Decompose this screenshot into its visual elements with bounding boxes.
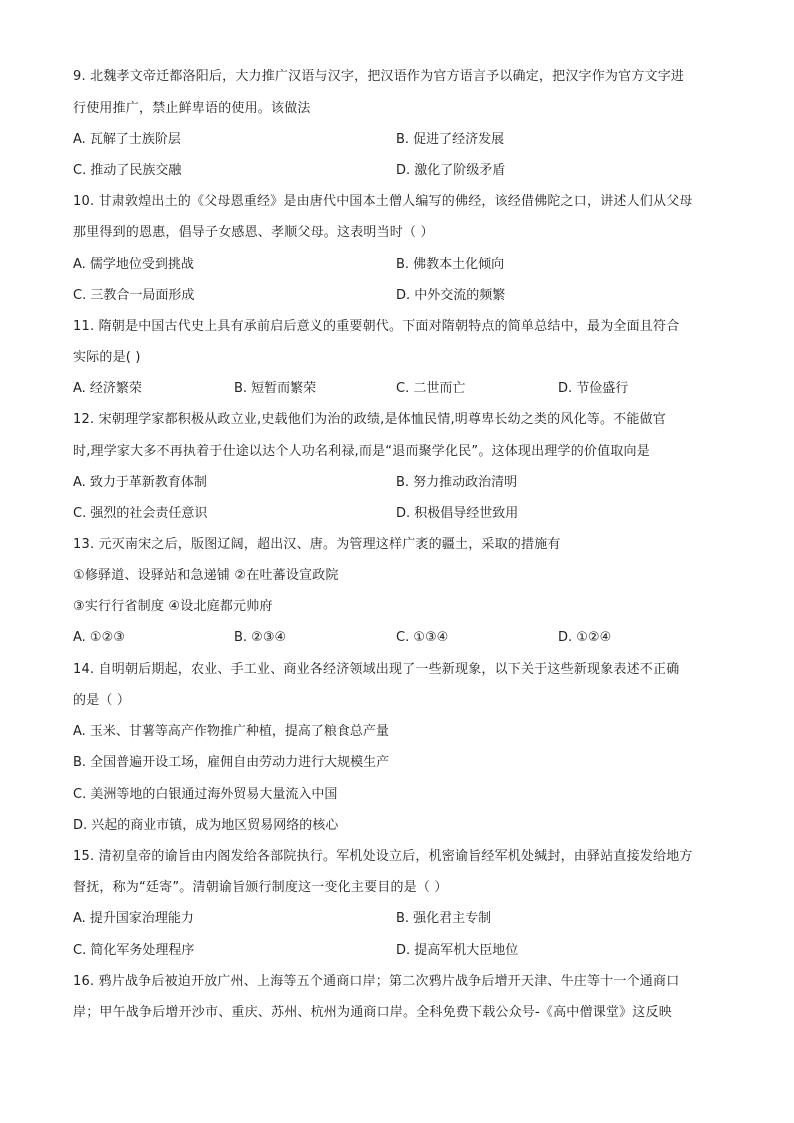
q15-option-a[interactable]: A. 提升国家治理能力 [73,911,194,926]
q15-option-d[interactable]: D. 提高军机大臣地位 [396,943,519,958]
q12-stem-line-1: 12. 宋朝理学家都积极从政立业,史载他们为治的政绩,是体恤民情,明尊卑长幼之类的风化等。不能做官 [73,412,667,427]
q12-stem-line-2: 时,理学家大多不再执着于仕途以达个人功名利禄,而是“退而聚学化民”。这体现出理学的价值取向是 [73,444,650,459]
q12-option-b[interactable]: B. 努力推动政治清明 [396,475,518,490]
q9-stem-line-2: 行使用推广，禁止鲜卑语的使用。该做法 [73,101,311,116]
q14-stem-line-2: 的是（ ） [73,693,131,708]
q9-option-b[interactable]: B. 促进了经济发展 [396,132,505,147]
q11-stem-line-1: 11. 隋朝是中国古代史上具有承前启后意义的重要朝代。下面对隋朝特点的简单总结中，最为全面且符合 [73,319,680,334]
q11-option-c[interactable]: C. 二世而亡 [396,381,466,396]
q15-stem-line-1: 15. 清初皇帝的谕旨由内阁发给各部院执行。军机处设立后，机密谕旨经军机处缄封，由驿站直接发给地方 [73,849,693,864]
q10-option-d[interactable]: D. 中外交流的频繁 [396,288,506,303]
q13-option-a[interactable]: A. ①②③ [73,630,125,645]
q11-option-a[interactable]: A. 经济繁荣 [73,381,142,396]
q14-option-d[interactable]: D. 兴起的商业市镇，成为地区贸易网络的核心 [73,818,339,833]
q13-option-c[interactable]: C. ①③④ [396,630,449,645]
q14-stem-line-1: 14. 自明朝后期起，农业、手工业、商业各经济领域出现了一些新现象，以下关于这些新现象表述不正确 [73,662,680,677]
q14-option-a[interactable]: A. 玉米、甘薯等高产作物推广种植，提高了粮食总产量 [73,724,389,739]
q14-option-b[interactable]: B. 全国普遍开设工场，雇佣自由劳动力进行大规模生产 [73,755,390,770]
q16-stem-line-2: 岸；甲午战争后增开沙市、重庆、苏州、杭州为通商口岸。全科免费下载公众号-《高中僧课堂》这反映 [73,1005,672,1020]
q12-option-d[interactable]: D. 积极倡导经世致用 [396,506,519,521]
q16-stem-line-1: 16. 鸦片战争后被迫开放广州、上海等五个通商口岸；第二次鸦片战争后增开天津、牛庄等十一个通商口 [73,974,680,989]
q12-option-a[interactable]: A. 致力于革新教育体制 [73,475,207,490]
q14-option-c[interactable]: C. 美洲等地的白银通过海外贸易大量流入中国 [73,787,338,802]
q11-stem-line-2: 实际的是( ) [73,350,141,365]
q9-stem-line-1: 9. 北魏孝文帝迁都洛阳后，大力推广汉语与汉字，把汉语作为官方语言予以确定，把汉字作为官方文字进 [73,69,685,84]
q9-option-a[interactable]: A. 瓦解了士族阶层 [73,132,181,147]
q13-stem-line-2: ①修驿道、设驿站和急递铺 ②在吐蕃设宣政院 [73,568,339,583]
q12-option-c[interactable]: C. 强烈的社会责任意识 [73,506,208,521]
q13-stem-line-1: 13. 元灭南宋之后，版图辽阔，超出汉、唐。为管理这样广袤的疆土，采取的措施有 [73,537,561,552]
q13-stem-line-3: ③实行行省制度 ④设北庭都元帅府 [73,599,273,614]
q13-option-b[interactable]: B. ②③④ [234,630,287,645]
q10-stem-line-1: 10. 甘肃敦煌出土的《父母恩重经》是由唐代中国本土僧人编写的佛经，该经借佛陀之口，讲述人们从父母 [73,194,693,209]
q10-option-c[interactable]: C. 三教合一局面形成 [73,288,195,303]
q13-option-d[interactable]: D. ①②④ [558,630,612,645]
q10-option-b[interactable]: B. 佛教本土化倾向 [396,257,505,272]
q15-stem-line-2: 督抚，称为“廷寄”。清朝谕旨颁行制度这一变化主要目的是（ ） [73,880,448,895]
q9-option-d[interactable]: D. 激化了阶级矛盾 [396,163,506,178]
q15-option-b[interactable]: B. 强化君主专制 [396,911,492,926]
q10-stem-line-2: 那里得到的恩惠，倡导子女感恩、孝顺父母。这表明当时（ ） [73,225,434,240]
q10-option-a[interactable]: A. 儒学地位受到挑战 [73,257,194,272]
q15-option-c[interactable]: C. 简化军务处理程序 [73,943,195,958]
q9-option-c[interactable]: C. 推动了民族交融 [73,163,182,178]
q11-option-d[interactable]: D. 节俭盛行 [558,381,629,396]
q11-option-b[interactable]: B. 短暂而繁荣 [234,381,317,396]
